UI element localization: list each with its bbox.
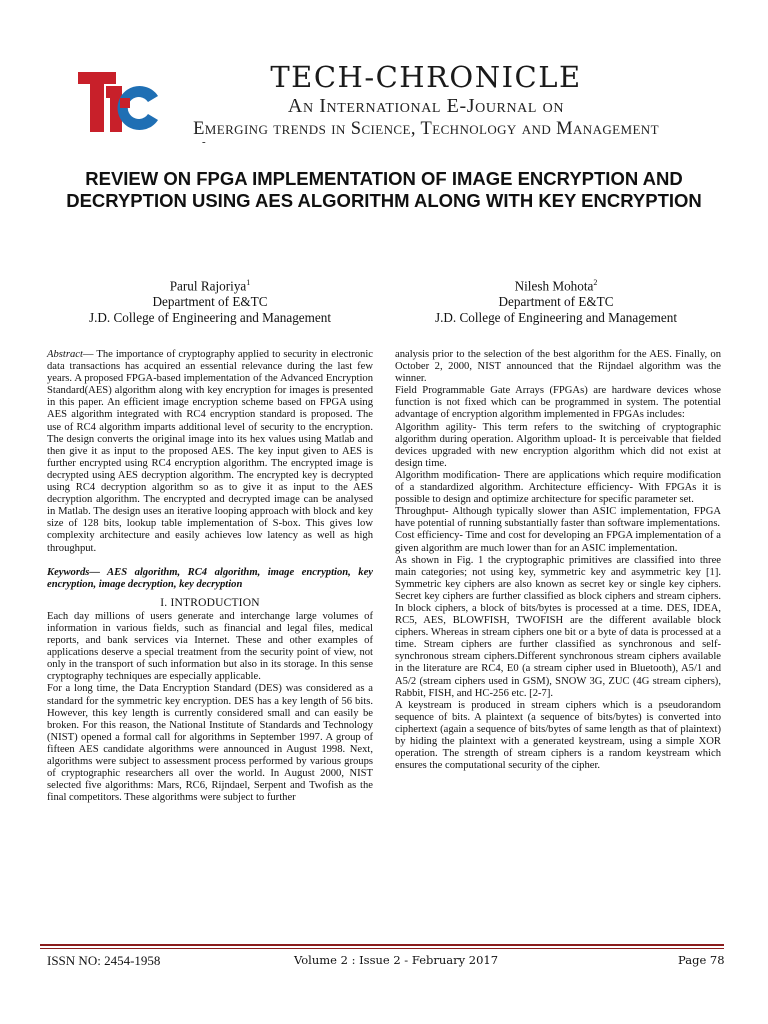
abstract-label: Abstract <box>47 349 83 360</box>
paragraph: Field Programmable Gate Arrays (FPGAs) are hardware devices whose function is not fixed which can be programmed in system. The potential advantage of encryption algorithm implemented in FPGAs includes: <box>395 385 721 421</box>
journal-masthead <box>166 60 686 140</box>
header-dash: - <box>202 136 206 148</box>
author-1-name: Parul Rajoriya <box>169 278 247 294</box>
right-column <box>395 349 721 772</box>
author-2-sup: 2 <box>593 278 598 287</box>
author-2-dept: Department of E&TC <box>498 294 614 310</box>
paragraph: Throughput- Although typically slower than ASIC implementation, FPGA have potential of running substantially faster than software implementations. <box>395 506 721 530</box>
journal-subtitle-1: An International E-Journal on <box>287 95 565 117</box>
paragraph: Algorithm agility- This term refers to the switching of cryptographic algorithm during operation. Algorithm upload- It is perceivable that fielded devices upgraded with new encryption algorithm which did not exist at design time. <box>395 421 721 469</box>
author-2-name: Nilesh Mohota <box>514 278 594 294</box>
author-2-college: J.D. College of Engineering and Management <box>434 310 678 326</box>
paragraph: A keystream is produced in stream ciphers which is a pseudorandom sequence of bits. A plaintext (a sequence of bits/bytes) is converted into ciphertext (again a sequence of bits/bytes of same length as that of plaintext) by hiding the plaintext with a generated keystream, using a simple XOR operation. The strength of stream ciphers is a random keystream which ensures the computational security of the cipher. <box>395 699 721 772</box>
abstract-dash: — <box>82 349 94 360</box>
footer-rule <box>40 944 724 946</box>
author-2 <box>386 275 726 326</box>
author-1-college: J.D. College of Engineering and Management <box>88 310 332 326</box>
journal-title: TECH-CHRONICLE <box>270 60 582 94</box>
author-1-dept: Department of E&TC <box>152 294 268 310</box>
paragraph: For a long time, the Data Encryption Standard (DES) was considered as a standard for the symmetric key encryption. DES has a key length of 56 bits. However, this key length is currently considered small and can easily be broken. For this reason, the National Institute of Standards and Technology (NIST) opened a formal call for algorithms in September 1997. A group of fifteen AES candidate algorithms were announced in August 1998. Next, algorithms were subject to assessment process performed by various groups of cryptographic researchers all over the world. In August 2000, NIST selected five algorithms: Mars, RC6, Rijndael, Serpent and Twofish as the final competitors. These algorithms were subject to further <box>47 683 373 804</box>
paragraph: As shown in Fig. 1 the cryptographic primitives are classified into three main categories; not using key, symmetric key and asymmetric key [1]. Symmetric key ciphers are also known as secret key or single key ciphers. Secret key ciphers are further classified as block ciphers and stream ciphers. In block ciphers, a block of bits/bytes is processed at a time. DES, IDEA, RC5, AES, BLOWFISH, TWOFISH are the different available block ciphers. Whereas in stream ciphers one bit or a byte of data is processed at a time. Stream ciphers are further classified as synchronous and self-synchronous stream ciphers.Different synchronous stream ciphers available in the literature are RC4, E0 (a stream cipher used in Bluetooth), A5/1 and A5/2 (stream ciphers used in GSM), SNOW 3G, ZUC (4G stream ciphers), Rabbit, FISH, and HC-256 etc. [2-7]. <box>395 554 721 699</box>
paragraph: Cost efficiency- Time and cost for developing an FPGA implementation of a given algorithm are much lower than for an ASIC implementation. <box>395 530 721 554</box>
paragraph: Algorithm modification- There are applications which require modification of a standardized algorithm. Architecture efficiency- With FPGAs it is possible to design and optimize architecture for specific parameter set. <box>395 469 721 506</box>
section-heading-introduction: I. INTRODUCTION <box>160 596 260 609</box>
paragraph: analysis prior to the selection of the best algorithm for the AES. Finally, on October 2, 2000, NIST announced that the Rijndael algorithm was the winner. <box>395 349 721 385</box>
footer-volume: Volume 2 : Issue 2 - February 2017 <box>294 953 499 967</box>
author-1 <box>40 275 380 326</box>
keywords: Keywords— AES algorithm, RC4 algorithm, image encryption, key encryption, image decryption, key decryption <box>47 566 373 590</box>
abstract <box>47 349 373 555</box>
left-column <box>47 349 373 804</box>
footer-rule-thin <box>40 948 724 949</box>
journal-subtitle-2: Emerging trends in Science, Technology and Management <box>193 119 659 139</box>
footer-page-number: Page 78 <box>678 953 725 967</box>
journal-logo <box>76 70 160 134</box>
author-1-sup: 1 <box>246 278 251 287</box>
paper-title: REVIEW ON FPGA IMPLEMENTATION OF IMAGE ENCRYPTION AND DECRYPTION USING AES ALGORITHM ALONG WITH KEY ENCRYPTION <box>66 168 702 211</box>
footer-issn: ISSN NO: 2454-1958 <box>47 953 161 968</box>
abstract-text: The importance of cryptography applied to security in electronic data transactions has acquired an essential relevance during the last few years. A proposed FPGA-based implementation of the Advanced Encryption Standard(AES) algorithm along with key encryption for images is presented in this paper. An efficient image encryption scheme based on FPGA using AES algorithm integrated with RC4 encryption standard is proposed. The use of RC4 algorithm imparts additional level of security to the encryption. The design converts the original image into its hex values using Matlab and then give it as input to the proposed AES. The key input given to AES is further encrypted using RC4 encryption algorithm. The encrypted image is decrypted using AES decryption algorithm. The encrypted key is decrypted using RC4 decryption algorithm so as to give it as input to the AES decryption algorithm. The encrypted and decrypted image can be analysed in Matlab. The design uses an iterative looping approach with block and key size of 128 bits, lookup table implementation of S-box. This gives low complexity architecture and easily achieves low latency as well as high throughput. <box>47 349 373 554</box>
paragraph: Each day millions of users generate and interchange large volumes of information in various fields, such as financial and legal files, medical reports, and bank services via Internet. These and other examples of applications deserve a special treatment from the security point of view, not only in the transport of such information but also in its storage. In this sense cryptography techniques are especially applicable. <box>47 610 373 683</box>
